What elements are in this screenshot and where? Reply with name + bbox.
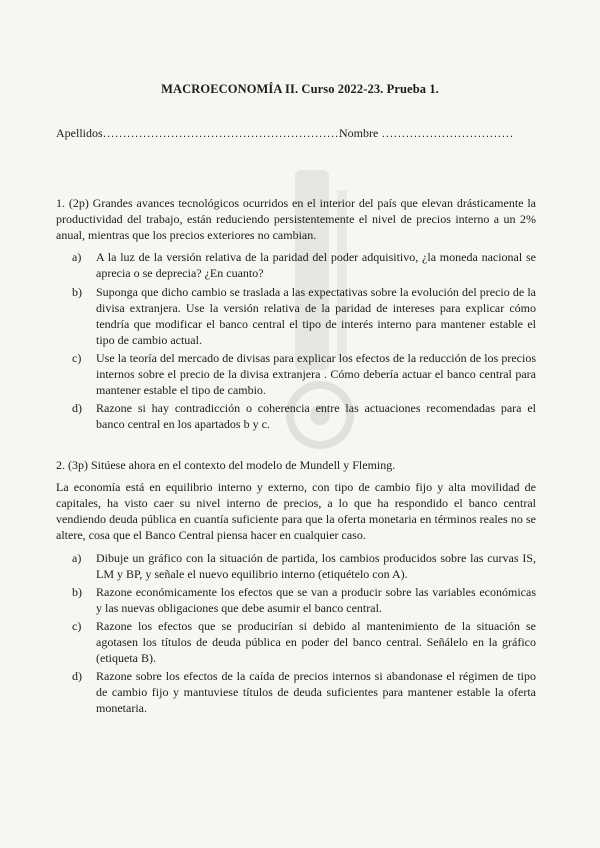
question-2-item-a xyxy=(56,550,536,582)
item-label: b) xyxy=(72,285,82,299)
student-name-row xyxy=(56,126,556,141)
question-1-item-a xyxy=(56,249,536,281)
item-text: A la luz de la versión relativa de la paridad del poder adquisitivo, ¿la moneda nacional se aprecia o se deprecia? ¿En cuanto? xyxy=(96,250,536,280)
question-1-item-c xyxy=(56,350,536,398)
item-label: b) xyxy=(72,585,82,599)
question-1-items xyxy=(56,249,536,432)
question-1-item-b xyxy=(56,284,536,348)
item-text: Razone si hay contradicción o coherencia entre las actuaciones recomendadas para el banco central en los apartados b y c. xyxy=(96,401,536,431)
question-2-heading: 2. (3p) Sitúese ahora en el contexto del modelo de Mundell y Fleming. xyxy=(56,458,396,472)
question-2-item-c xyxy=(56,618,536,666)
question-2-item-d xyxy=(56,668,536,716)
item-label: c) xyxy=(72,619,82,633)
item-text: Razone sobre los efectos de la caída de precios internos si abandonase el régimen de tipo de cambio fijo y mantuviese títulos de deuda suficientes para mantener estable la oferta monetaria. xyxy=(96,669,536,715)
item-text: Razone económicamente los efectos que se van a producir sobre las variables económicas y las nuevas obligaciones que debe asumir el banco central. xyxy=(96,585,536,615)
question-1-intro: 1. (2p) Grandes avances tecnológicos ocurridos en el interior del país que elevan drásticamente la productividad del trabajo, están reduciendo persistentemente el nivel de precios interno a un 2% anual, mientras que los precios exteriores no cambian. xyxy=(56,196,536,242)
exam-title: MACROECONOMÍA II. Curso 2022-23. Prueba 1. xyxy=(161,82,439,96)
question-2-item-b xyxy=(56,584,536,616)
item-text: Use la teoría del mercado de divisas para explicar los efectos de la reducción de los precios internos sobre el precio de la divisa extranjera . Cómo debería actuar el banco central para mantener estable el tipo de cambio. xyxy=(96,351,536,397)
nombre-field[interactable]: Nombre …………………………… xyxy=(339,126,514,140)
item-label: a) xyxy=(72,250,82,264)
question-2-intro: La economía está en equilibrio interno y externo, con tipo de cambio fijo y alta movilidad de capitales, ha visto caer su nivel interno de precios, a lo que ha respondido el banco central vendiendo deuda pública en cuantía suficiente para que la oferta monetaria en términos reales no se altere, cosa que el Banco Central piensa hacer en cualquier caso. xyxy=(56,480,536,542)
item-text: Dibuje un gráfico con la situación de partida, los cambios producidos sobre las curvas IS, LM y BP, y señale el nuevo equilibrio interno (etiquételo con A). xyxy=(96,551,536,581)
item-label: a) xyxy=(72,551,82,565)
apellidos-field[interactable]: Apellidos…………………………………………………… xyxy=(56,126,343,140)
item-label: d) xyxy=(72,401,82,415)
item-text: Razone los efectos que se producirían si debido al mantenimiento de la situación se agotasen los títulos de deuda pública en poder del banco central. Señálelo en la gráfico (etiqueta B). xyxy=(96,619,536,665)
item-text: Suponga que dicho cambio se traslada a las expectativas sobre la evolución del precio de la divisa extranjera. Use la versión relativa de la paridad de intereses para explicar cómo tendría que modificar el banco central el tipo de interés interno para mantener estable el tipo de cambio actual. xyxy=(96,285,536,347)
item-label: c) xyxy=(72,351,82,365)
item-label: d) xyxy=(72,669,82,683)
question-2-items xyxy=(56,550,536,716)
question-1-item-d xyxy=(56,400,536,432)
